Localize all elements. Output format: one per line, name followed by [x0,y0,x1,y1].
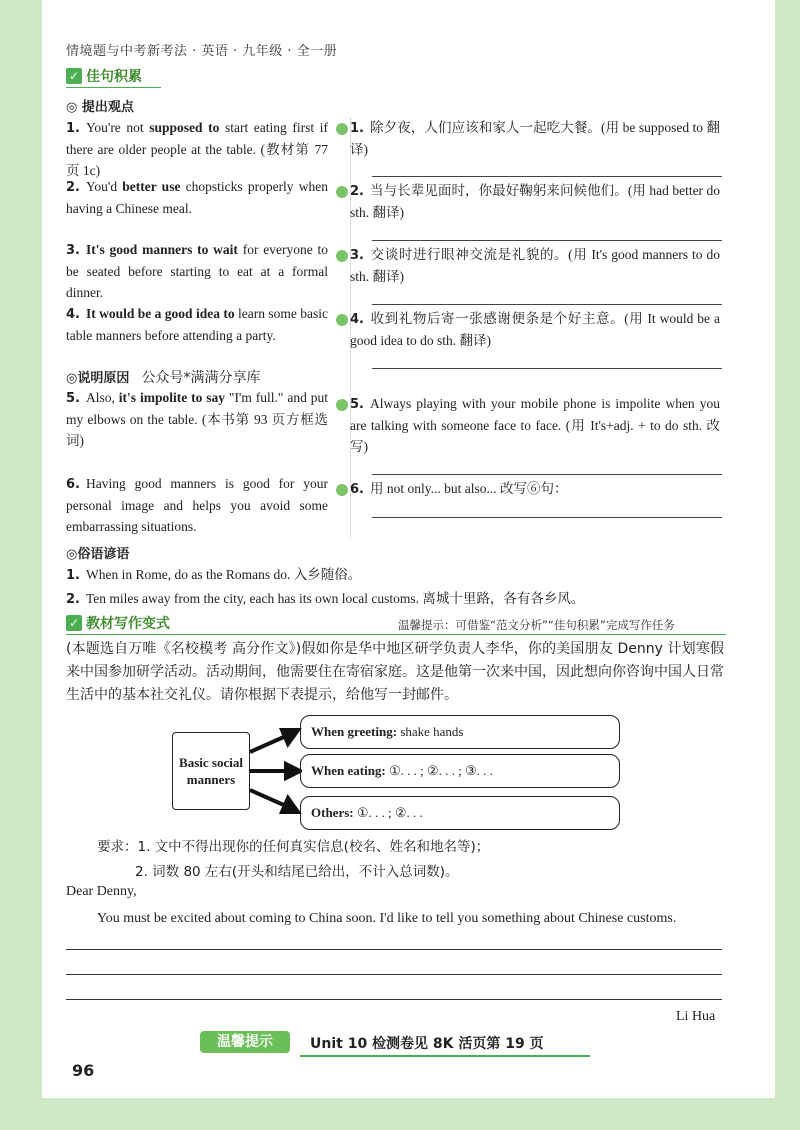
arrow-icon [336,484,348,496]
check-icon: ✓ [66,615,82,631]
right-item-1: 1. 除夕夜，人们应该和家人一起吃大餐。(用 be supposed to 翻译) [350,120,720,157]
answer-line-4[interactable] [372,368,722,369]
requirement-1: 要求：1. 文中不得出现你的任何真实信息(校名、姓名和地名等)； [97,839,490,855]
footer-underline [300,1055,590,1057]
left-item-5: 5. Also, it's impolite to say "I'm full." and put my elbows on the table. (本书第 93 页方框选词) [66,390,328,448]
section-title-good-sentences: ✓ 佳句积累 [66,66,142,86]
left-item-6: 6. Having good manners is good for your personal image and helps you avoid some embarrassing situations. [66,476,328,534]
diagram-arrows [246,722,302,822]
diagram-box-eating: When eating: ①. . . ; ②. . . ; ③. . . [300,754,620,788]
proverb-2: 2. Ten miles away from the city, each has its own local customs. 离城十里路，各有各乡风。 [66,591,585,607]
proverb-1: 1. When in Rome, do as the Romans do. 入乡随俗。 [66,567,362,583]
writing-line-3[interactable] [66,999,722,1000]
diagram-box-greeting: When greeting: shake hands [300,715,620,749]
letter-opening: You must be excited about coming to China soon. I'd like to tell you something about Chinese customs. [97,911,677,926]
writing-line-1[interactable] [66,949,722,950]
answer-line-5[interactable] [372,474,722,475]
arrow-icon [336,250,348,262]
answer-line-2[interactable] [372,240,722,241]
diagram-box-others: Others: ①. . . ; ②. . . [300,796,620,830]
running-header: 情境题与中考新考法 · 英语 · 九年级 · 全一册 [66,44,338,59]
right-item-3: 3. 交谈时进行眼神交流是礼貌的。(用 It's good manners to do sth. 翻译) [350,247,720,284]
check-icon: ✓ [66,68,82,84]
footer-reference: Unit 10 检测卷见 8K 活页第 19 页 [310,1036,544,1052]
left-item-3: 3. It's good manners to wait for everyone to be seated before starting to eat at a formal dinner. [66,242,328,300]
answer-line-3[interactable] [372,304,722,305]
page-number: 96 [72,1061,95,1080]
arrow-icon [336,314,348,326]
letter-signature: Li Hua [676,1009,716,1024]
section-underline [66,87,161,88]
requirement-2: 2. 词数 80 左右(开头和结尾已给出，不计入总词数)。 [135,864,459,880]
right-item-4: 4. 收到礼物后寄一张感谢便条是个好主意。(用 It would be a good idea to do sth. 翻译) [350,311,720,348]
writing-line-2[interactable] [66,974,722,975]
writing-prompt: (本题选自万唯《名校模考 高分作文》)假如你是华中地区研学负责人李华，你的美国朋友 Denny 计划寒假来中国参加研学活动。活动期间，他需要住在寄宿家庭。这是他第一次来中国，因此想向你咨询中国人日常生活中的基本社交礼仪。请你根据下表提示，给他写一封邮件。 [66,641,724,703]
diagram-center: Basic social manners [172,732,250,810]
left-item-2: 2. You'd better use chopsticks properly when having a Chinese meal. [66,179,328,216]
left-item-4: 4. It would be a good idea to learn some basic table manners before attending a party. [66,306,328,343]
letter-greeting: Dear Denny, [66,884,137,899]
right-item-2: 2. 当与长辈见面时，你最好鞠躬来问候他们。(用 had better do sth. 翻译) [350,183,720,220]
arrow-icon [336,399,348,411]
answer-line-6[interactable] [372,517,722,518]
arrow-icon [336,186,348,198]
group-title-reason: ◎说明原因 公众号*满满分享库 [66,370,261,386]
group-title-proverbs: ◎俗语谚语 [66,547,130,562]
footer-tip-tag: 温馨提示 [200,1031,290,1053]
watermark-text: 公众号*满满分享库 [141,370,261,386]
right-item-5: 5. Always playing with your mobile phone is impolite when you are talking with someone face to face. (用 It's+adj. + to do sth. 改写) [350,396,720,454]
answer-line-1[interactable] [372,176,722,177]
arrow-icon [336,123,348,135]
writing-tip: 温馨提示：可借鉴“范文分析”“佳句积累”完成写作任务 [398,618,675,632]
right-item-6: 6. 用 not only... but also... 改写⑥句： [350,481,568,497]
left-item-1: 1. You're not supposed to start eating first if there are older people at the table. (教材第 77 页 1c) [66,120,328,178]
section-underline [66,634,726,635]
group-title-opinion: ◎ 提出观点 [66,100,134,115]
section-title-writing: ✓ 教材写作变式 [66,613,170,633]
